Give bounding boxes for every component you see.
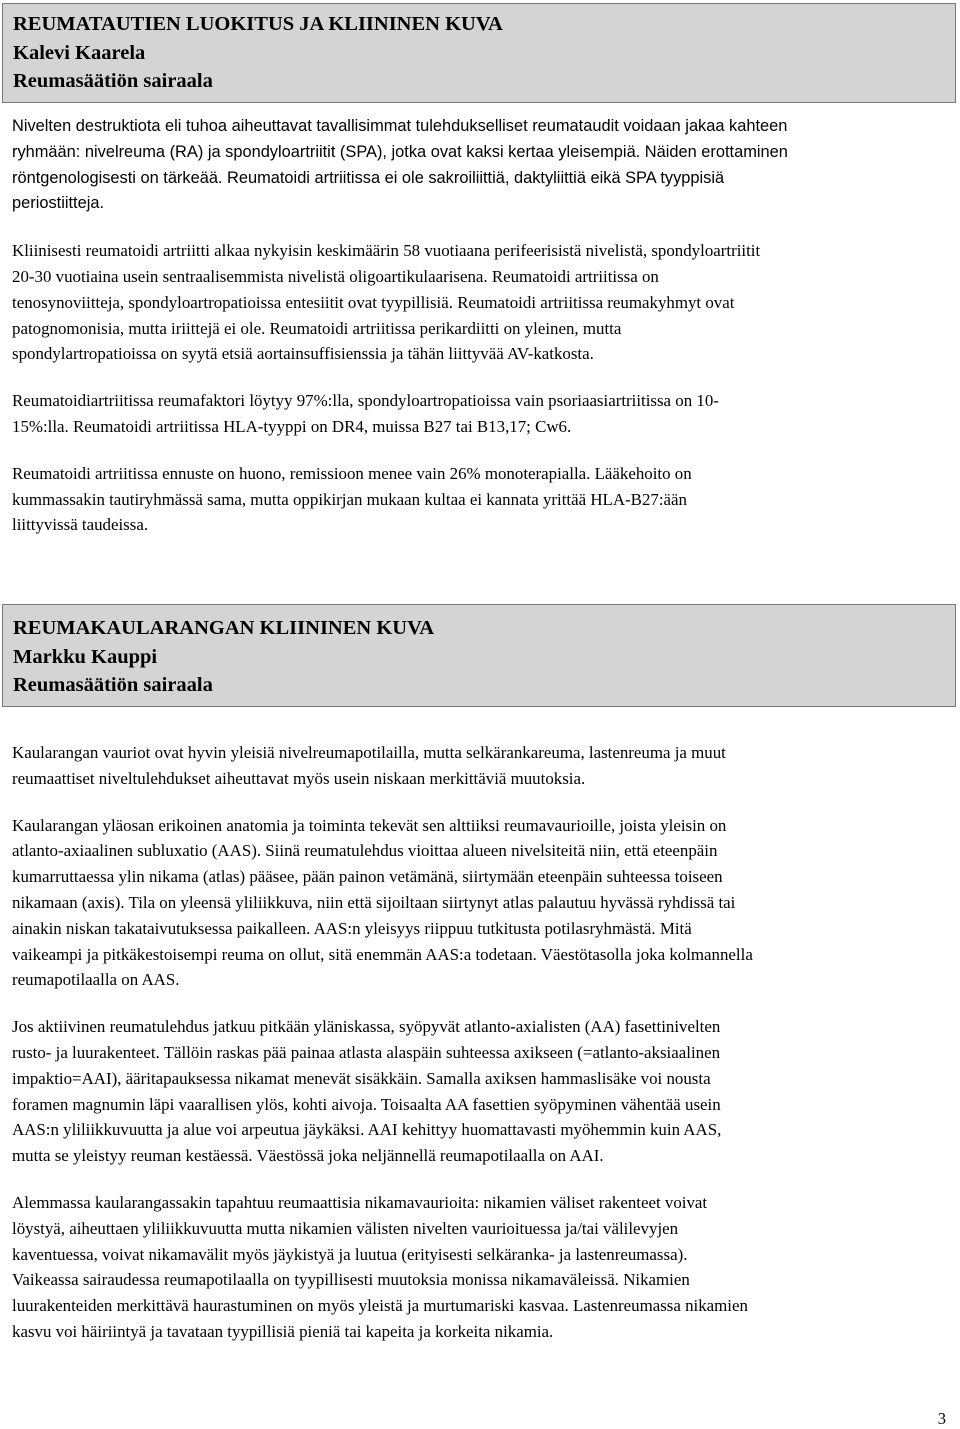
text-line: periostiitteja. xyxy=(12,194,105,213)
text-line: kaventuessa, voivat nikamavälit myös jäykistyä ja luutua (erityisesti selkäranka- ja lastenreumassa). xyxy=(12,1244,688,1264)
section2-paragraph-3 xyxy=(12,1014,956,1169)
text-line: rusto- ja luurakenteet. Tällöin raskas pää painaa atlasta alaspäin suhteessa axikseen (=atlanto-aksiaalinen xyxy=(12,1042,721,1062)
text-line: kasvu voi häiriintyä ja tavataan tyypillisiä pieniä tai kapeita ja korkeita nikamia. xyxy=(12,1321,554,1341)
section1-header xyxy=(2,3,956,103)
text-line: spondylartropatioissa on syytä etsiä aortainsuffisienssia ja tähän liittyvää AV-katkosta. xyxy=(12,344,594,364)
section2-paragraph-2 xyxy=(12,813,956,994)
text-line: reumaattiset niveltulehdukset aiheuttavat myös usein niskaan merkittäviä muutoksia. xyxy=(12,768,586,788)
text-line: 15%:lla. Reumatoidi artriitissa HLA-tyyppi on DR4, muissa B27 tai B13,17; Cw6. xyxy=(12,416,572,436)
section2-institution: Reumasäätiön sairaala xyxy=(13,674,213,696)
text-line: Kaularangan vauriot ovat hyvin yleisiä nivelreumapotilailla, mutta selkärankareuma, lastenreuma ja muut xyxy=(12,743,726,762)
section1-institution: Reumasäätiön sairaala xyxy=(13,70,213,92)
section1-paragraph-1 xyxy=(12,114,956,217)
text-line: AAS:n yliliikkuvuutta ja alue voi arpeutua jäykäksi. AAI kehittyy huomattavasti myöhemmin kuin AAS, xyxy=(12,1120,722,1140)
text-line: luurakenteiden merkittävä haurastuminen on myös yleistä ja murtumariski kasvaa. Lastenreumassa nikamien xyxy=(12,1296,748,1316)
text-line: vaikeampi ja pitkäkestoisempi reuma on ollut, sitä enemmän AAS:a todetaan. Väestötasolla joka kolmannella xyxy=(12,944,753,964)
text-line: patognomonisia, mutta iriittejä ei ole. Reumatoidi artriitissa perikardiitti on yleinen, mutta xyxy=(12,318,622,338)
text-line: kumarruttaessa ylin nikama (atlas) pääsee, pään painon vetämänä, siirtymään eteenpäin suhteessa toiseen xyxy=(12,867,723,887)
text-line: röntgenologisesti on tärkeää. Reumatoidi artriitissa ei ole sakroiliittiä, daktyliittiä eikä SPA tyyppisiä xyxy=(12,168,725,187)
section2-title: REUMAKAULARANGAN KLIININEN KUVA xyxy=(13,617,435,639)
text-line: löystyä, aiheuttaen yliliikkuvuutta mutta nikamien välisten nivelten vaurioituessa ja/tai välilevyjen xyxy=(12,1218,679,1238)
text-line: impaktio=AAI), ääritapauksessa nikamat menevät sisäkkäin. Samalla axiksen hammaslisäke voi nousta xyxy=(12,1068,711,1088)
section1-paragraph-2 xyxy=(12,238,956,367)
text-line: liittyvissä taudeissa. xyxy=(12,515,149,535)
section1-title: REUMATAUTIEN LUOKITUS JA KLIININEN KUVA xyxy=(13,13,503,35)
text-line: Nivelten destruktiota eli tuhoa aiheuttavat tavallisimmat tulehdukselliset reumataudit voidaan jakaa kahteen xyxy=(12,117,788,135)
text-line: Alemmassa kaularangassakin tapahtuu reumaattisia nikamavaurioita: nikamien väliset rakenteet voivat xyxy=(12,1192,708,1212)
section2-header xyxy=(2,604,956,707)
text-line: Reumatoidi artriitissa ennuste on huono, remissioon menee vain 26% monoterapialla. Lääkehoito on xyxy=(12,463,692,483)
text-line: atlanto-axiaalinen subluxatio (AAS). Siinä reumatulehdus vioittaa alueen nivelsiteitä niin, että eteenpäin xyxy=(12,841,718,861)
text-line: mutta se yleistyy reuman kestäessä. Väestössä joka neljännellä reumapotilaalla on AAI. xyxy=(12,1146,604,1166)
page-number: 3 xyxy=(937,1409,946,1428)
text-line: ryhmään: nivelreuma (RA) ja spondyloartriitit (SPA), jotka ovat kaksi kertaa yleisempiä. Näiden erottaminen xyxy=(12,142,788,161)
text-line: 20-30 vuotiaina usein sentraalisemmista nivelistä oligoartikulaarisena. Reumatoidi artriitissa on xyxy=(12,266,659,286)
text-line: Jos aktiivinen reumatulehdus jatkuu pitkään yläniskassa, syöpyvät atlanto-axialisten (AA) fasettinivelten xyxy=(12,1017,721,1037)
text-line: kummassakin tautiryhmässä sama, mutta oppikirjan mukaan kultaa ei kannata yrittää HLA-B27:ään xyxy=(12,489,687,509)
text-line: Reumatoidiartriitissa reumafaktori löytyy 97%:lla, spondyloartropatioissa vain psoriaasiartriitissa on 10- xyxy=(12,391,719,411)
text-line: foramen magnumin läpi vaarallisen ylös, kohti aivoja. Toisaalta AA fasettien syöpyminen vähentää usein xyxy=(12,1094,721,1114)
section2-paragraph-1 xyxy=(12,740,956,792)
text-line: Kaularangan yläosan erikoinen anatomia ja toiminta tekevät sen alttiiksi reumavaurioille, joista yleisin on xyxy=(12,815,727,835)
section2-paragraph-4 xyxy=(12,1190,956,1345)
section2-author: Markku Kauppi xyxy=(13,645,158,668)
text-line: nikamaan (axis). Tila on yleensä yliliikkuva, niin että sijoiltaan siirtynyt atlas palautuu hyvässä ryhdissä tai xyxy=(12,892,736,912)
text-line: Vaikeassa sairaudessa reumapotilaalla on tyypillisesti muutoksia monissa nikamaväleissä. Nikamien xyxy=(12,1270,690,1290)
section2-body xyxy=(12,740,956,1366)
section1-paragraph-3 xyxy=(12,388,956,440)
text-line: ainakin niskan takataivutuksessa paikalleen. AAS:n yleisyys riippuu tutkitusta potilasryhmästä. Mitä xyxy=(12,918,692,938)
text-line: tenosynoviitteja, spondyloartropatioissa entesiitit ovat tyypillisiä. Reumatoidi artriitissa reumakyhmyt ovat xyxy=(12,292,735,312)
section1-author: Kalevi Kaarela xyxy=(13,41,146,64)
section1-body xyxy=(12,114,956,559)
text-line: Kliinisesti reumatoidi artriitti alkaa nykyisin keskimäärin 58 vuotiaana perifeerisistä nivelistä, spondyloartriitit xyxy=(12,241,761,261)
text-line: reumapotilaalla on AAS. xyxy=(12,970,180,990)
section1-paragraph-4 xyxy=(12,461,956,538)
